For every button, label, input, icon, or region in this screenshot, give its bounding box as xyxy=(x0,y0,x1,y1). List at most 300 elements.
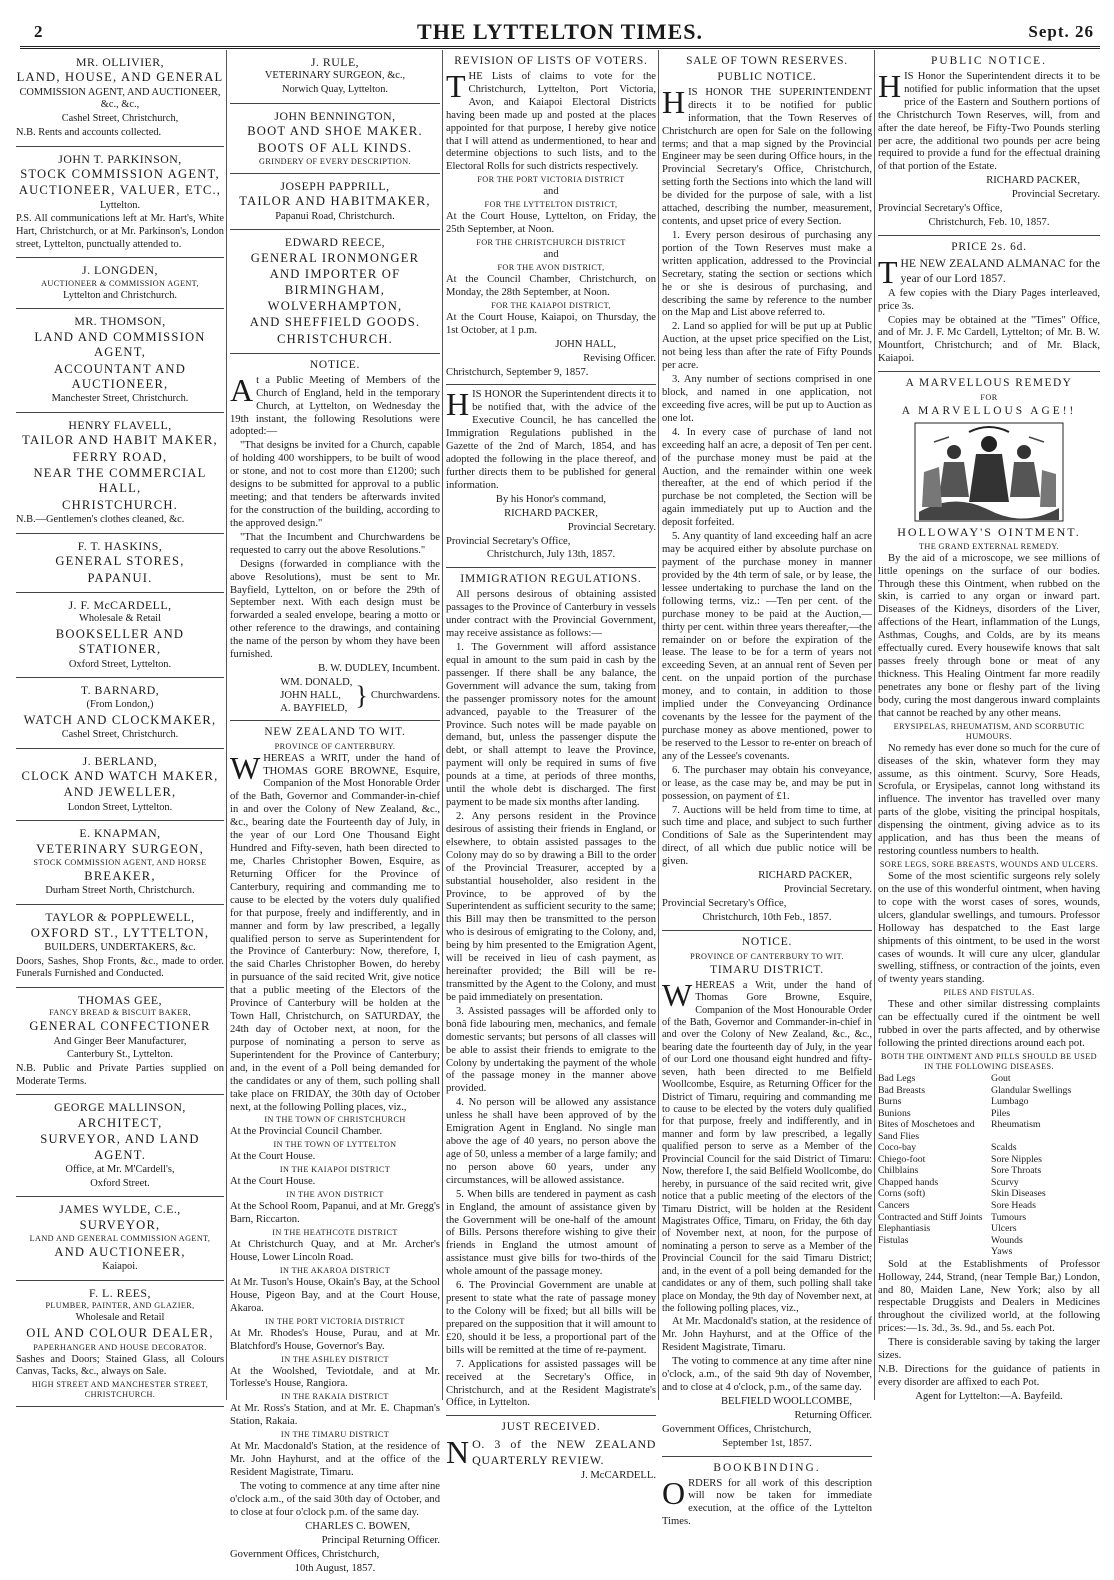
holloway-paragraph: By the aid of a microscope, we see millions of little openings on the surface of our bodies. Through these this Ointment, when rubbed on the skin, is carried to any organ or inward part. Diseases of the Kidneys, disorders of the Liver, affections of the Heart, inflammation of the Lungs, Asthmas, Coughs, and Colds, are by its means effectually cured. Every housewife knows that salt passes freely through bone or meat of any thickness. This Healing Ointment far more readily penetrates any bone or fleshy part of the living body, curing the most dangerous inward complaints that cannot be reached by any other means. xyxy=(878,552,1100,719)
business-detail: OXFORD ST., LYTTELTON, xyxy=(30,925,210,940)
writ-signature-title: Principal Returning Officer. xyxy=(321,1534,440,1546)
revision-notice xyxy=(446,50,656,385)
bookbinding-heading: BOOKBINDING. xyxy=(713,1461,821,1474)
business-detail: BIRMINGHAM, WOLVERHAMPTON, xyxy=(267,283,403,313)
immigration-clause: 5. When bills are tendered in payment as cash in England, the amount of assistance given by the Government will be one-half of the amount of Bills. Persons therefore wishing to give their friends in England the utmost amount of assistance must give bills for two-thirds of the whole amount of the passage money. xyxy=(446,1188,656,1278)
disease-item: Bites of Moschetoes and Sand Flies xyxy=(878,1119,975,1142)
polling-place: At Mr. Rhodes's House, Purau, and at Mr. Blatchford's House, Governor's Bay. xyxy=(230,1327,440,1352)
business-detail: AND SHEFFIELD GOODS. xyxy=(249,315,421,330)
drop-cap: T xyxy=(878,253,898,290)
writ-subheading: PROVINCE OF CANTERBURY. xyxy=(274,741,396,751)
business-detail: GENERAL CONFECTIONER xyxy=(29,1019,211,1034)
polling-places-list xyxy=(230,1115,440,1480)
disease-item: Burns xyxy=(878,1096,902,1108)
business-detail: TAILOR AND HABITMAKER, xyxy=(239,194,431,209)
business-detail: (From London,) xyxy=(86,698,154,710)
holloway-paragraph: These and other similar distressing complaints can be effectually cured if the ointment be well rubbed in over the parts affected, and by otherwise following the printed directions around each pot. xyxy=(878,999,1100,1050)
business-detail: Canterbury St., Lyttelton. xyxy=(67,1049,173,1061)
holloway-section-heading: PILES AND FISTULAS. xyxy=(943,988,1035,998)
immigration-clause: 4. No person will be allowed any assistance unless he shall have been approved of by the Emigration Agent in England. No single man above the age of 40 years, no person above the age of 50, unless a member of a large family; and no person above 60 years, under any circumstances, will be allowed assistance. xyxy=(446,1097,656,1186)
churchwardens-label: Churchwardens. xyxy=(370,689,440,701)
business-detail: SURVEYOR, AND LAND AGENT. xyxy=(40,1132,200,1162)
business-detail: Kaiapoi. xyxy=(102,1261,138,1273)
drop-cap: W xyxy=(230,749,261,786)
business-detail: Manchester Street, Christchurch. xyxy=(51,393,189,405)
disease-item xyxy=(878,1246,987,1258)
holloway-directions-note: N.B. Directions for the guidance of patients in every disorder are affixed to each Pot. xyxy=(878,1364,1100,1388)
church-resolution-1: "That designs be invited for a Church, capable of holding 400 worshippers, to be built of wood or stone, and not to cost more than £1200; such designs to be submitted for approval to a public meeting; and that tenders be afterwards invited for the construction of the building, according to the approved design." xyxy=(230,440,440,529)
business-detail: GENERAL IRONMONGER xyxy=(250,250,420,265)
disease-item: Chiego-foot xyxy=(878,1153,926,1165)
sale-signature-title: Provincial Secretary. xyxy=(783,884,872,896)
churchwarden-name: JOHN HALL, xyxy=(280,689,341,701)
secretary-office: Provincial Secretary's Office, xyxy=(446,535,571,547)
drop-cap: N xyxy=(446,1434,470,1471)
sale-office: Provincial Secretary's Office, xyxy=(662,897,787,909)
church-resolution-2: "That the Incumbent and Churchwardens be requested to carry out the above Resolutions." xyxy=(230,531,440,556)
business-card xyxy=(16,1197,224,1281)
drop-cap: T xyxy=(446,67,466,104)
timaru-date: September 1st, 1857. xyxy=(722,1437,812,1449)
almanac-price: PRICE 2s. 6d. xyxy=(951,240,1027,253)
polling-district: IN THE TIMARU DISTRICT xyxy=(280,1430,390,1440)
business-detail: Papanui Road, Christchurch. xyxy=(275,210,395,222)
holloway-advert xyxy=(878,372,1100,1409)
disease-item: Bad Breasts xyxy=(878,1084,926,1096)
newspaper-title: THE LYTTELTON TIMES. xyxy=(417,19,703,44)
business-name: JOSEPH PAPPRILL, xyxy=(280,178,390,193)
polling-place: At Christchurch Quay, and at Mr. Archer's House, Lower Lincoln Road. xyxy=(230,1239,440,1263)
business-name: T. BARNARD, xyxy=(80,683,160,698)
business-detail: AND JEWELLER, xyxy=(63,785,177,800)
business-card xyxy=(16,309,224,413)
business-name: THOMAS GEE, xyxy=(77,992,163,1007)
business-name: EDWARD REECE, xyxy=(284,235,386,250)
business-name: F. L. REES, xyxy=(89,1286,151,1301)
business-detail: BOOT AND SHOE MAKER. xyxy=(247,124,423,139)
almanac-stockists: Copies may be obtained at the "Times" Office, and of Mr. J. F. Mc Cardell, Lyttelton; of Mr. B. W. Mountfort, Christchurch; and of Mr. Black, Kaiapoi. xyxy=(878,314,1100,365)
town-reserves-sale xyxy=(662,50,872,931)
sale-term: 2. Land so applied for will be put up at Public Auction, at the upset price specified on the List, not being less than after the rate of Fifty Pounds per acre. xyxy=(662,321,872,372)
disease-item: Chilblains xyxy=(878,1165,919,1177)
disease-item: Gout xyxy=(991,1072,1011,1084)
writ-body: HEREAS a WRIT, under the hand of THOMAS GORE BROWNE, Esquire, Companion of the Most Honorable Order of the Bath, Governor and Commander-in-chief in and over the Colony of New Zealand, &c., &c., bearing date the Fourteenth day of July, in the year of our Lord One Thousand Eight Hundred and Fifty-seven, hath been directed to me, Charles Christopher Bowen, Esquire, as Returning Officer for the Province of Canterbury, requiring and commanding me to cause to be elected by the voters duly qualified for that purpose, freely and indifferently, and in manner and form by law prescribed, a legally qualified person to serve as Superintendent for the Province of Canterbury: Now, therefore, I, the said Charles Christopher Bowen, do hereby in pursuance of the said recited Writ, give notice that a public meeting of the Electors of the Province of Canterbury will be holden at the Town Hall, Christchurch, on SATURDAY, the 24th day of October next, at noon, for the purpose of nominating a person to serve as Superintendent for the Province of Canterbury; and, in the event of a Poll being demanded for the candidates or any of them, such polling shall take place on FRIDAY, the 30th day of October next, at the following Polling places, viz., xyxy=(230,752,440,1113)
business-detail: STOCK COMMISSION AGENT, AND HORSE xyxy=(33,858,207,868)
business-detail: VETERINARY SURGEON, &c., xyxy=(264,70,406,82)
disease-item: Fistulas xyxy=(878,1234,909,1246)
business-detail: CHRISTCHURCH. xyxy=(276,331,394,346)
business-detail: LAND AND GENERAL COMMISSION AGENT, xyxy=(29,1234,211,1244)
polling-district: IN THE KAIAPOI DISTRICT xyxy=(279,1165,391,1175)
business-name: J. BERLAND, xyxy=(82,753,158,768)
writ-notice xyxy=(230,721,440,1580)
column-2-business-cards xyxy=(230,50,440,354)
business-detail: PLUMBER, PAINTER, AND GLAZIER, xyxy=(45,1301,195,1311)
timaru-signature-title: Returning Officer. xyxy=(794,1409,872,1421)
district-label: FOR THE CHRISTCHURCH DISTRICT xyxy=(476,238,626,248)
disease-item: Cancers xyxy=(878,1199,910,1211)
business-detail: London Street, Lyttelton. xyxy=(67,801,173,813)
business-name: F. T. HASKINS, xyxy=(77,538,163,553)
column-divider xyxy=(226,50,227,1400)
disease-item: Corns (soft) xyxy=(878,1188,926,1200)
immigration-regulations xyxy=(446,568,656,1416)
almanac-title: HE NEW ZEALAND ALMANAC for the year of our Lord 1857. xyxy=(900,256,1100,285)
polling-place: At Mr. Macdonald's Station, at the residence of Mr. John Hayhurst, and at the office of the Resident Magistrate, Timaru. xyxy=(230,1441,440,1479)
timaru-notice xyxy=(662,931,872,1457)
business-detail: TAILOR AND HABIT MAKER, xyxy=(22,433,218,448)
polling-district: IN THE PORT VICTORIA DISTRICT xyxy=(265,1316,405,1326)
business-detail: GENERAL STORES, xyxy=(55,554,185,569)
disease-item: Sore Heads xyxy=(991,1199,1036,1211)
business-name: JOHN T. PARKINSON, xyxy=(58,151,182,166)
business-name: MR. THOMSON, xyxy=(74,314,166,329)
disease-item: Scurvy xyxy=(991,1176,1019,1188)
disease-item: Sore Throats xyxy=(991,1165,1042,1177)
polling-place: At the Woolshed, Teviotdale, and at Mr. Torlesse's House, Rangiora. xyxy=(230,1365,440,1390)
holloway-section-heading: BOTH THE OINTMENT AND PILLS SHOULD BE USED IN THE FOLLOWING DISEASES. xyxy=(881,1051,1097,1071)
just-received-signature: J. McCARDELL. xyxy=(580,1470,656,1482)
business-detail: Cashel Street, Christchurch, xyxy=(61,113,179,125)
sale-subheading: PUBLIC NOTICE. xyxy=(717,70,817,83)
timaru-voting-hours: The voting to commence at any time after nine o'clock, a.m., of the said 9th day of November, and to close at 4 o'clock, p.m., of the same day. xyxy=(662,1356,872,1394)
business-detail: VETERINARY SURGEON, xyxy=(36,841,204,856)
disease-item: Rheumatism xyxy=(991,1119,1041,1131)
disease-item: Piles xyxy=(991,1107,1011,1119)
almanac-diary: A few copies with the Diary Pages interleaved, price 3s. xyxy=(878,287,1100,312)
sale-intro: IS HONOR THE SUPERINTENDENT directs it to be notified for public information, that the Town Reserves of Christchurch are open for Sale on the following terms; and that a map signed by the Provincial Engineer may be seen during Office hours, in the Provincial Secretary's Office, Christchurch, setting forth the Sections into which the land will be divided for the purpose of sale, with a list attached, describing the number, measurement, contents, and upset price of every Section. xyxy=(662,86,872,228)
business-detail: STOCK COMMISSION AGENT, xyxy=(20,166,220,181)
just-received-body: O. 3 of the NEW ZEALAND QUARTERLY REVIEW. xyxy=(472,1437,656,1468)
sale-terms xyxy=(662,230,872,869)
holloway-section-heading: SORE LEGS, SORE BREASTS, WOUNDS AND ULCERS. xyxy=(879,859,1099,869)
immigration-heading: IMMIGRATION REGULATIONS. xyxy=(460,573,642,586)
holloway-headline-age: A MARVELLOUS AGE!! xyxy=(901,405,1077,418)
holloway-paragraph: No remedy has ever done so much for the cure of diseases of the skin, whatever form they may assume, as this ointment. Scurvy, Sore Heads, Scrofula, or Erysipelas, cannot long withstand its influence. The inventor has travelled over many parts of the globe, visiting the principal hospitals, dispensing the ointment, giving advice as to its application, and has thus been the means of restoring countless numbers to health. xyxy=(878,742,1100,858)
business-name: J. F. McCARDELL, xyxy=(68,597,172,612)
business-detail: CLOCK AND WATCH MAKER, xyxy=(21,768,219,783)
disease-item: Yaws xyxy=(991,1246,1013,1258)
business-name: HENRY FLAVELL, xyxy=(68,417,172,432)
business-detail: GRINDERY OF EVERY DESCRIPTION. xyxy=(259,156,411,166)
business-card xyxy=(16,50,224,147)
sale-term: 5. Any quantity of land exceeding half an acre may be acquired either by absolute purchase on payment of the purchase money in manner provided by the 4th term of sale, or by lease, the lessee undertaking to purchase the land on the following terms, viz.: —Ten per cent. of the purchase money to be paid at the Auction,—thirty per cent. within three years thereafter,—the remainder on or before the expiration of the lease. The lease to be for a term of years not exceeding Seven, at an annual rent of Seven per cent. on the unpaid portion of the purchase money, and to contain, in addition to those implied under the Conveyancing Ordinance covenants by the lessee for the payment of the purchase money as above mentioned, power to be reserved to the Lessor to re-enter on breach of any of the Lessee's covenants. xyxy=(662,531,872,762)
column-3 xyxy=(446,50,656,1482)
polling-place: At Mr. Tuson's House, Okain's Bay, at the School House, Pigeon Bay, and at the Court House, Akaroa. xyxy=(230,1276,440,1314)
timaru-subheading: PROVINCE OF CANTERBURY TO WIT. xyxy=(690,951,844,961)
business-detail: PAPANUI. xyxy=(87,570,153,585)
business-name: TAYLOR & POPPLEWELL, xyxy=(45,910,195,925)
district-label: FOR THE PORT VICTORIA DISTRICT xyxy=(477,175,625,185)
revision-signature: JOHN HALL, xyxy=(555,338,616,350)
bookbinding-notice xyxy=(662,1457,872,1535)
polling-place: At the Court House. xyxy=(230,1151,316,1163)
holloway-agent: Agent for Lyttelton:—A. Bayfeild. xyxy=(915,1390,1063,1402)
timaru-polling-place: At Mr. Macdonald's station, at the residence of Mr. John Hayhurst, and at the Office of the Resident Magistrate, Timaru. xyxy=(662,1316,872,1354)
business-detail: FERRY ROAD, xyxy=(72,449,168,464)
business-detail: NEAR THE COMMERCIAL HALL, xyxy=(33,466,207,496)
timaru-body: HEREAS a Writ, under the hand of Thomas Gore Browne, Esquire, Companion of the Most Honourable Order of the Bath, Governor and Commander-in-chief in and over the Colony of New Zealand, &c., &c., bearing date the fourteenth day of July, in the year of our Lord one thousand eight hundred and fifty-seven, hath been directed to me Belfield Woollcombe, Esquire, as Returning Officer for the District of Timaru, requiring and commanding me to cause to be elected by the voters duly qualified for that purpose, freely and indifferently, and in manner and form by law prescribed, a legally qualified person to serve as a Member of the Provincial Council for the said District of Timaru: Now, therefore I, the said Belfield Woollcombe, do hereby, in pursuance of the said recited writ, give notice that a public meeting of the electors of the Timaru District, will be holden at the Resident Magistrates Office, Timaru, on Friday, the 6th day of November next, at noon, for the purpose of nominating a person to serve as a Member of the Provincial Council for the said Timaru District; and, in the event of a poll being demanded for the candidates or any of them, such polling shall take place on Monday, the 9th day of November next, at the following polling places, viz., xyxy=(662,979,872,1314)
almanac-advert xyxy=(878,236,1100,372)
church-notice-intro: t a Public Meeting of Members of the Church of England, held in the temporary Church, at Lyttelton, on Wednesday the 19th instant, the following Resolutions were adopted:— xyxy=(230,374,440,438)
business-detail: Durham Street North, Christchurch. xyxy=(45,885,195,897)
drop-cap: H xyxy=(662,83,686,120)
business-detail: OIL AND COLOUR DEALER, xyxy=(26,1326,214,1341)
holloway-headline: A MARVELLOUS REMEDY xyxy=(905,377,1073,390)
polling-district: IN THE TOWN OF LYTTELTON xyxy=(273,1140,397,1150)
holloway-stockists: Sold at the Establishments of Professor Holloway, 244, Strand, (near Temple Bar,) London, and 80, Maiden Lane, New York; also by all respectable Druggists and Dealers in Medicines throughout the civilized world, at the following prices:—1s. 3d., 3s. 9d., and 5s. each Pot. xyxy=(878,1258,1100,1335)
polling-district: IN THE HEATHCOTE DISTRICT xyxy=(272,1228,398,1238)
revision-heading: REVISION OF LISTS OF VOTERS. xyxy=(454,55,648,67)
incumbent-signature: B. W. DUDLEY, Incumbent. xyxy=(318,663,440,675)
business-card xyxy=(16,821,224,905)
church-notice xyxy=(230,354,440,721)
business-detail: COMMISSION AGENT, AND AUCTIONEER, &c., &c., xyxy=(19,86,221,111)
hearing-detail: At the Court House, Kaiapoi, on Thursday, the 1st October, at 1 p.m. xyxy=(446,311,656,336)
business-card xyxy=(16,988,224,1096)
polling-district: IN THE AKAROA DISTRICT xyxy=(279,1265,391,1275)
sale-term: 1. Every person desirous of purchasing any portion of the Town Reserves must make a written application, addressed to the Provincial Secretary, stating the section or sections which he or she is desirous of purchasing, and describing the same by reference to the number on the Map and List above referred to. xyxy=(662,229,872,319)
business-detail: LAND, HOUSE, AND GENERAL xyxy=(16,70,224,85)
drop-cap: O xyxy=(662,1474,686,1511)
business-detail: ARCHITECT, xyxy=(77,1115,163,1130)
writ-date: 10th August, 1857. xyxy=(294,1562,376,1574)
business-detail: Lyttelton and Christchurch. xyxy=(63,289,177,301)
column-2 xyxy=(230,50,440,1574)
and-label: and xyxy=(543,249,559,261)
business-detail: Oxford Street, Lyttelton. xyxy=(68,658,172,670)
business-name: J. RULE, xyxy=(310,55,360,69)
business-detail: SURVEYOR, xyxy=(79,1217,161,1232)
masthead xyxy=(20,14,1100,48)
disease-item: Lumbago xyxy=(991,1096,1029,1108)
public-notice-date: Christchurch, Feb. 10, 1857. xyxy=(928,217,1050,229)
notice-date: Christchurch, July 13th, 1857. xyxy=(486,549,616,561)
timaru-signature: BELFIELD WOOLLCOMBE, xyxy=(720,1395,852,1407)
secretary-title: Provincial Secretary. xyxy=(567,521,656,533)
page-number: 2 xyxy=(34,22,43,41)
business-detail: And Ginger Beer Manufacturer, xyxy=(53,1035,187,1047)
immigration-clause: 1. The Government will afford assistance equal in amount to the sum paid in cash by the passenger. If there shall be any balance, the Government will advance the sum, taking from the passenger promissory notes for the amount advanced, payable to the Treasurer of the Province. Such notes will be made payable on demand, but, unless the passenger dispute the debt, or shall attempt to leave the Province, payment will only be required in sums of five pounds at a time, at periods of three months, until the whole debt is discharged. The first payment to be made six months after landing. xyxy=(446,642,656,809)
business-detail: Cashel Street, Christchurch. xyxy=(61,728,179,740)
business-detail: Wholesale & Retail xyxy=(79,613,161,625)
holloway-engraving-illustration xyxy=(914,422,1064,522)
churchwarden-name: WM. DONALD, xyxy=(280,676,353,688)
business-card xyxy=(16,258,224,309)
business-card xyxy=(16,534,224,593)
business-note: N.B.—Gentlemen's clothes cleaned, &c. xyxy=(16,514,185,526)
churchwarden-name: A. BAYFIELD, xyxy=(280,702,348,714)
hearing-detail: At the Court House, Lyttelton, on Friday, the 25th September, at Noon. xyxy=(446,211,656,236)
disease-item: Ulcers xyxy=(991,1223,1017,1235)
business-detail: WATCH AND CLOCKMAKER, xyxy=(23,712,217,727)
business-name: JOHN BENNINGTON, xyxy=(274,108,396,123)
business-card xyxy=(16,678,224,748)
disease-item: Chapped hands xyxy=(878,1176,939,1188)
writ-voting-hours: The voting to commence at any time after nine o'clock a.m., of the said 30th day of October, and to close at four o'clock p.m. of the same day. xyxy=(230,1480,440,1518)
polling-district: IN THE RAKAIA DISTRICT xyxy=(281,1392,389,1402)
holloway-saving-note: There is considerable saving by taking the larger sizes. xyxy=(878,1337,1100,1362)
district-label: FOR THE LYTTELTON DISTRICT, xyxy=(484,200,618,210)
sale-signature: RICHARD PACKER, xyxy=(758,870,852,882)
business-note: Sashes and Doors; Stained Glass, all Colours Canvas, Tacks, &c., always on Sale. xyxy=(16,1353,224,1378)
disease-item: Contracted and Stiff Joints xyxy=(878,1211,983,1223)
drop-cap: H xyxy=(446,386,470,423)
revision-date: Christchurch, September 9, 1857. xyxy=(446,366,589,378)
public-notice-office: Provincial Secretary's Office, xyxy=(878,203,1003,215)
district-label: FOR THE AVON DISTRICT, xyxy=(497,262,605,272)
holloway-title: HOLLOWAY'S OINTMENT. xyxy=(897,525,1081,540)
disease-item: Bunions xyxy=(878,1107,911,1119)
column-4 xyxy=(662,50,872,1528)
by-command: By his Honor's command, xyxy=(495,493,607,505)
revision-body: HE Lists of claims to vote for the Christchurch, Lyttelton, Port Victoria, Avon, and Kaiapoi Electoral Districts having been made up and posted at the places appointed for that purpose, I hereby give notice that I will attend as undermentioned, to hear and determine objections to such lists, and to the Electoral Rolls for such districts respectively. xyxy=(446,70,656,173)
writ-signature: CHARLES C. BOWEN, xyxy=(305,1520,410,1532)
disease-item: Tumours xyxy=(991,1211,1027,1223)
disease-item: Sore Nipples xyxy=(991,1153,1042,1165)
business-detail: Lyttelton. xyxy=(99,199,141,211)
writ-office: Government Offices, Christchurch, xyxy=(230,1548,380,1560)
column-divider xyxy=(442,50,443,1400)
business-name: MR. OLLIVIER, xyxy=(75,55,165,69)
sale-term: 7. Auctions will be held from time to time, at such time and place, and subject to such further Conditions of Sale as the Superintendent may direct, of all which due public notice will be given. xyxy=(662,804,872,868)
polling-place: At the Court House. xyxy=(230,1176,316,1188)
business-card xyxy=(230,50,440,104)
business-detail: BOOKSELLER AND STATIONER, xyxy=(55,627,185,657)
timaru-heading: NOTICE. xyxy=(741,935,793,948)
polling-place: At Mr. Ross's Station, and at Mr. E. Chapman's Station, Rakaia. xyxy=(230,1403,440,1428)
secretary-signature: RICHARD PACKER, xyxy=(504,507,598,519)
business-card xyxy=(16,905,224,988)
business-detail: CHRISTCHURCH. xyxy=(61,497,179,512)
business-name: J. LONGDEN, xyxy=(82,263,158,278)
business-card xyxy=(16,749,224,822)
business-name: JAMES WYLDE, C.E., xyxy=(59,1202,181,1217)
church-designs-text: Designs (forwarded in compliance with the above Resolutions), must be sent to Mr. Bayfield, Lyttelton, on or before the 29th of September next. With each design must be forwarded a sealed envelope, bearing a motto or other reference to the drawings, and containing the name of the person by whom they have been furnished. xyxy=(230,558,440,661)
business-card xyxy=(16,593,224,678)
polling-district: IN THE TOWN OF CHRISTCHURCH xyxy=(264,1115,406,1125)
polling-district: IN THE ASHLEY DISTRICT xyxy=(281,1354,389,1364)
disease-item: Glandular Swellings xyxy=(991,1084,1072,1096)
timaru-district: TIMARU DISTRICT. xyxy=(710,963,824,976)
business-card xyxy=(16,1095,224,1197)
business-detail: AUCTIONEER, VALUER, ETC., xyxy=(18,183,222,198)
issue-date: Sept. 26 xyxy=(1028,22,1094,41)
churchwardens-block: WM. DONALD, JOHN HALL, A. BAYFIELD, } Churchwardens. xyxy=(280,676,440,714)
business-detail: AND IMPORTER OF xyxy=(269,267,401,282)
column-5 xyxy=(878,50,1100,1400)
writ-heading: NEW ZEALAND TO WIT. xyxy=(264,725,406,738)
business-detail: Oxford Street. xyxy=(90,1177,150,1189)
just-received-heading: JUST RECEIVED. xyxy=(501,1421,601,1434)
public-notice-title: Provincial Secretary. xyxy=(1011,189,1100,201)
business-address: HIGH STREET AND MANCHESTER STREET, CHRISTCHURCH. xyxy=(31,1379,209,1399)
holloway-paragraph: Some of the most scientific surgeons rely solely on the use of this wonderful ointment, when having to cope with the worst cases of sores, wounds, ulcers, glandular swellings, and tumours. Professor Holloway has despatched to the East large shipments of this ointment, to be used in the worst cases of wounds. It will cure any ulcer, glandular swelling, stiffness, or contraction of the joints, even of twenty years standing. xyxy=(878,870,1100,986)
masthead-rule xyxy=(20,46,1100,49)
and-label: and xyxy=(543,186,559,198)
polling-place: At the Provincial Council Chamber. xyxy=(230,1126,383,1138)
district-label: FOR THE KAIAPOI DISTRICT, xyxy=(491,300,611,310)
immigration-clause: 6. The Provincial Government are unable at present to state what the rate of passage money to the Colony will be fixed; but all bills will be prepared on the supposition that it will amount to £20, should it be less, a proportional part of the bills will be remitted at the time of re-payment. xyxy=(446,1280,656,1356)
disease-item: Skin Diseases xyxy=(991,1188,1046,1200)
drop-cap: A xyxy=(230,371,254,408)
business-card xyxy=(16,1281,224,1407)
business-detail: BUILDERS, UNDERTAKERS, &c. xyxy=(44,941,196,953)
immigration-clause: 3. Assisted passages will be afforded only to bonâ fide labouring men, mechanics, and female domestic servants; but persons of all classes will be able to assist their friends to emigrate to the Colony by undertaking the payment of the whole of the passage money in the manner above provided. xyxy=(446,1005,656,1095)
drop-cap: H xyxy=(878,67,902,104)
business-detail: LAND AND COMMISSION AGENT, xyxy=(34,329,206,360)
business-note: N.B. Public and Private Parties supplied on Moderate Terms. xyxy=(16,1063,224,1087)
superintendent-notice xyxy=(446,385,656,568)
business-name: E. KNAPMAN, xyxy=(79,826,161,841)
holloway-subtitle: THE GRAND EXTERNAL REMEDY. xyxy=(918,541,1060,551)
business-detail: BOOTS OF ALL KINDS. xyxy=(257,140,413,155)
business-note: N.B. Rents and accounts collected. xyxy=(16,126,162,138)
drop-cap: W xyxy=(662,976,693,1013)
business-detail: Office, at Mr. M'Cardell's, xyxy=(65,1163,175,1175)
immigration-clauses xyxy=(446,642,656,1410)
business-detail: FANCY BREAD & BISCUIT BAKER, xyxy=(49,1008,191,1018)
business-name: GEORGE MALLINSON, xyxy=(54,1100,186,1115)
business-detail: Wholesale and Retail xyxy=(75,1312,165,1324)
holloway-headline-for: FOR xyxy=(980,393,998,403)
sale-term: 6. The purchaser may obtain his conveyance, or lease, as the case may be, and may be put in possession, on payment of £1. xyxy=(662,764,872,802)
column-1-business-cards xyxy=(16,50,224,1400)
timaru-office: Government Offices, Christchurch, xyxy=(662,1423,812,1435)
polling-place: At the School Room, Papanui, and at Mr. Gregg's Barn, Riccarton. xyxy=(230,1201,440,1226)
business-detail: AND AUCTIONEER, xyxy=(54,1245,186,1260)
immigration-clause: 7. Applications for assisted passages will be received at the Secretary's Office, in Christchurch, and at the Resident Magistrate's Office, in Lyttelton. xyxy=(446,1358,656,1409)
disease-item: Bad Legs xyxy=(878,1072,916,1084)
hearing-detail: At the Council Chamber, Christchurch, on Monday, the 28th September, at Noon. xyxy=(446,273,656,298)
immigration-clause: 2. Any persons resident in the Province desirous of assisting their friends in England, or elsewhere, to obtain assisted passages to the Colony may do so by drawing a Bill to the order of the Provincial Treasurer, accepted by a substantial householder, also resident in the Province, to be approved of by the Superintendent as sufficient security to the same; this Bill may then be transmitted to the person who is desirous of emigrating to the Colony, and, being by him presented to the Emigration Agent, will be received in lieu of cash payment, as hereinafter provided; the Bill will be re-transmitted by the Agent to the Colony, and must be paid immediately on presentation. xyxy=(446,810,656,1003)
revision-signature-title: Revising Officer. xyxy=(583,352,656,364)
public-notice-signature: RICHARD PACKER, xyxy=(986,175,1080,187)
business-card xyxy=(230,230,440,354)
bookbinding-body: RDERS for all work of this description will now be taken for immediate execution, at the office of the Lyttelton Times. xyxy=(662,1477,872,1528)
public-notice xyxy=(878,50,1100,236)
business-detail: BREAKER, xyxy=(84,869,156,884)
business-detail: AUCTIONEER & COMMISSION AGENT, xyxy=(41,278,199,288)
disease-item: Coco-bay xyxy=(878,1142,917,1154)
disease-item: Scalds xyxy=(991,1142,1017,1154)
just-received-notice xyxy=(446,1416,656,1488)
disease-item: Elephantiasis xyxy=(878,1223,931,1235)
church-notice-heading: NOTICE. xyxy=(309,358,361,371)
column-divider xyxy=(658,50,659,1400)
holloway-section-heading: ERYSIPELAS, RHEUMATISM, AND SCORBUTIC HUMOURS. xyxy=(893,721,1085,741)
sale-term: 4. In every case of purchase of land not exceeding half an acre, a deposit of Ten per cent. of the purchase money must be paid at the Auction, and the remainder within one week thereafter, at the end of which period if the purchase be not completed, the Section will be again immediately put up to Auction and the deposit forfeited. xyxy=(662,426,872,529)
immigration-intro: All persons desirous of obtaining assisted passages to the Province of Canterbury in vessels under contract with the Provincial Government, may receive assistance as follows:— xyxy=(446,589,656,640)
business-detail: PAPERHANGER AND HOUSE DECORATOR. xyxy=(33,1342,207,1352)
business-card xyxy=(230,174,440,230)
column-divider xyxy=(874,50,875,1400)
disease-item: Wounds xyxy=(991,1234,1023,1246)
public-notice-body: IS Honor the Superintendent directs it to be notified for public information that the upset price of the Eastern and Southern portions of the Christchurch Town Reserves, will, from and after the date hereof, be Fifty-Two Pounds sterling per acre, the additional two pounds per acre being required to provide a fund for the effectual draining of that portion of the Estate. xyxy=(878,70,1100,173)
business-note: P.S. All communications left at Mr. Hart's, White Hart, Christchurch, or at Mr. Parkinson's, London street, Lyttelton, punctually attended to. xyxy=(16,213,224,250)
business-card xyxy=(16,413,224,534)
business-card xyxy=(230,104,440,174)
business-detail: ACCOUNTANT AND AUCTIONEER, xyxy=(53,361,187,391)
sale-heading: SALE OF TOWN RESERVES. xyxy=(686,55,848,67)
business-detail: Norwich Quay, Lyttelton. xyxy=(281,84,389,96)
business-note: Doors, Sashes, Shop Fronts, &c., made to order. Funerals Furnished and Conducted. xyxy=(16,955,224,980)
superintendent-body: IS HONOR the Superintendent directs it to be notified that, with the advice of the Executive Council, he has cancelled the Immigration Regulations published in the Gazette of the 2nd of March, 1854, and has adopted the following in the place thereof, and further directs them to be published for general information. xyxy=(446,389,656,491)
polling-district: IN THE AVON DISTRICT xyxy=(286,1190,384,1200)
sale-term: 3. Any number of sections comprised in one block, and named in one application, not exceeding five acres, will be put up to Auction as one lot. xyxy=(662,374,872,424)
diseases-list xyxy=(878,1073,1100,1258)
business-card xyxy=(16,147,224,259)
